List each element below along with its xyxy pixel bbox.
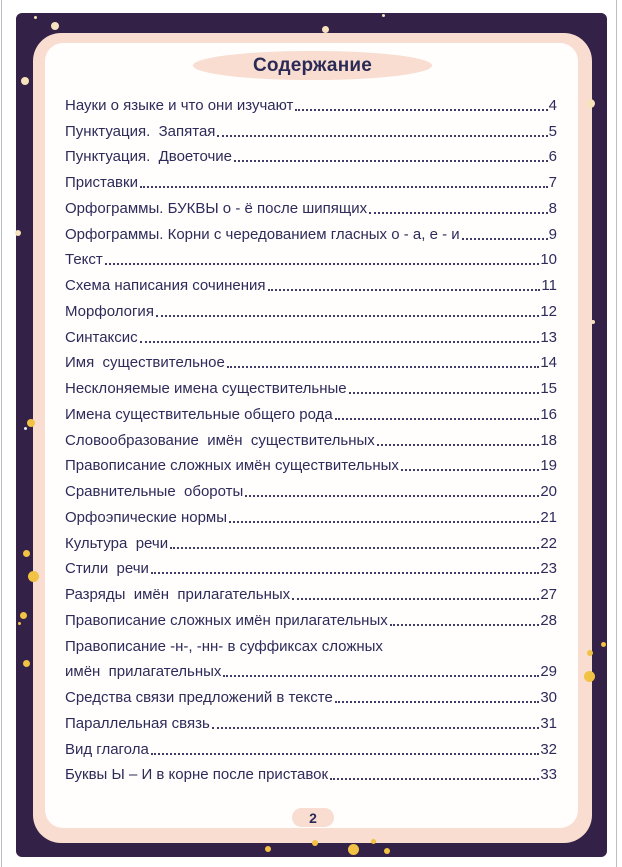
star-dot (34, 16, 37, 19)
toc-entry-label: Стили речи (65, 560, 149, 578)
page-title: Содержание (252, 54, 373, 76)
toc-leader-dots (227, 366, 539, 368)
toc-entry (65, 218, 557, 244)
toc-leader-dots (217, 135, 547, 137)
toc-entry-label: Сравнительные обороты (65, 483, 244, 500)
star-dot (27, 419, 35, 427)
toc-entry (65, 398, 557, 424)
toc-leader-dots (229, 521, 539, 523)
star-dot (21, 77, 29, 85)
toc-entry-label: Имена существительные общего рода (65, 405, 333, 423)
toc-entry-label: Синтаксис (65, 328, 138, 346)
toc-entry-page: 32 (540, 740, 557, 758)
toc-leader-dots (330, 778, 539, 780)
toc-entry (65, 321, 557, 347)
toc-leader-dots (170, 547, 539, 549)
toc-entry-page: 30 (540, 689, 557, 706)
star-dot (601, 642, 606, 647)
star-dot (384, 848, 390, 854)
toc-entry-page: 28 (540, 611, 557, 629)
toc-leader-dots (292, 598, 539, 600)
toc-entry-label: Пунктуация. Двоеточие (65, 148, 232, 166)
toc-entry-page: 14 (540, 354, 557, 372)
toc-entry-page: 27 (540, 586, 557, 603)
toc-entry-page: 11 (541, 277, 557, 294)
page-sheet (45, 43, 578, 828)
toc-entry (65, 347, 557, 373)
table-of-contents (65, 89, 557, 784)
star-dot (586, 99, 595, 108)
toc-entry (65, 450, 557, 476)
toc-entry-page: 20 (540, 483, 557, 500)
toc-entry-page: 22 (540, 534, 557, 552)
star-dot (371, 839, 376, 844)
toc-leader-dots (369, 212, 548, 214)
toc-entry-label: Средства связи предложений в тексте (65, 689, 333, 706)
toc-entry (65, 141, 557, 167)
toc-entry-page: 21 (540, 508, 557, 526)
toc-entry-label: Культура речи (65, 534, 169, 552)
star-dot (322, 26, 329, 33)
toc-entry-page: 9 (548, 225, 557, 243)
toc-leader-dots (335, 701, 539, 703)
toc-entry (65, 501, 557, 527)
toc-entry-page: 18 (540, 431, 557, 449)
toc-leader-dots (140, 186, 548, 188)
toc-leader-dots (151, 572, 539, 574)
star-dot (18, 622, 21, 625)
star-dot (23, 660, 30, 667)
toc-leader-dots (151, 753, 540, 755)
page-number-pill (292, 808, 334, 827)
toc-entry (65, 192, 557, 218)
star-dot (587, 650, 593, 656)
toc-entry-page: 29 (540, 663, 557, 681)
toc-entry (65, 295, 557, 321)
toc-entry-page: 33 (540, 766, 557, 784)
toc-entry-page: 15 (540, 380, 557, 397)
toc-entry (65, 707, 557, 733)
toc-entry-label: Орфограммы. БУКВЫ о - ё после шипящих (65, 199, 368, 217)
star-dot (28, 571, 39, 582)
toc-entry-label: Имя существительное (65, 354, 225, 372)
toc-entry-label: Несклоняемые имена существительные (65, 380, 347, 397)
toc-entry-label: Правописание сложных имён существительных (65, 457, 399, 475)
toc-entry-label: Правописание сложных имён прилагательных (65, 611, 388, 629)
toc-entry (65, 115, 557, 141)
toc-leader-dots (156, 315, 539, 317)
toc-leader-dots (140, 341, 540, 343)
star-dot (312, 840, 318, 846)
toc-entry-page: 5 (548, 122, 557, 140)
star-dot (591, 320, 595, 324)
toc-entry (65, 759, 557, 785)
toc-leader-dots (212, 727, 540, 729)
toc-entry-page: 31 (540, 714, 557, 732)
toc-entry (65, 244, 557, 270)
toc-entry (65, 630, 557, 656)
page-number: 2 (309, 809, 317, 826)
toc-entry (65, 475, 557, 501)
toc-leader-dots (335, 418, 540, 420)
toc-entry-label: Науки о языке и что они изучают (65, 96, 294, 114)
toc-entry (65, 424, 557, 450)
toc-leader-dots (295, 109, 547, 111)
toc-entry-page: 16 (540, 405, 557, 423)
right-edge-line (616, 0, 617, 867)
star-dot (584, 671, 595, 682)
left-edge-line (1, 0, 2, 867)
toc-leader-dots (390, 624, 540, 626)
star-dot (348, 844, 359, 855)
toc-entry-page: 13 (540, 328, 557, 346)
toc-entry (65, 527, 557, 553)
toc-leader-dots (268, 289, 541, 291)
toc-entry-page: 12 (540, 302, 557, 320)
toc-entry-label: Разряды имён прилагательных (65, 586, 291, 603)
toc-entry-label: Правописание -н-, -нн- в суффиксах сложных (65, 637, 383, 655)
star-dot (15, 230, 21, 236)
toc-entry (65, 166, 557, 192)
toc-leader-dots (377, 444, 540, 446)
toc-entry (65, 733, 557, 759)
toc-entry-label: Приставки (65, 174, 138, 191)
toc-entry (65, 553, 557, 579)
toc-entry-page: 6 (548, 148, 557, 166)
star-dot (265, 846, 271, 852)
toc-entry-page: 4 (548, 96, 557, 114)
title-pill (193, 51, 432, 80)
toc-leader-dots (234, 160, 548, 162)
toc-entry (65, 681, 557, 707)
toc-entry-page: 19 (540, 457, 557, 475)
toc-entry (65, 89, 557, 115)
star-dot (24, 427, 27, 430)
toc-entry-label: Параллельная связь (65, 714, 210, 732)
toc-entry-label: Орфоэпические нормы (65, 508, 228, 526)
toc-leader-dots (245, 495, 539, 497)
toc-entry-page: 8 (548, 199, 557, 217)
toc-entry-page: 23 (540, 560, 557, 578)
toc-entry (65, 269, 557, 295)
toc-entry-label: Орфограммы. Корни с чередованием гласных о - а, е - и (65, 225, 460, 243)
toc-entry (65, 372, 557, 398)
toc-entry-label: Вид глагола (65, 740, 149, 758)
toc-entry (65, 656, 557, 682)
star-dot (23, 550, 30, 557)
toc-entry-label: имён прилагательных (65, 663, 222, 681)
toc-entry (65, 578, 557, 604)
toc-entry-label: Пунктуация. Запятая (65, 122, 216, 140)
toc-entry (65, 604, 557, 630)
toc-leader-dots (223, 675, 539, 677)
toc-entry-label: Текст (65, 251, 103, 269)
toc-entry-page: 7 (548, 174, 557, 191)
toc-entry-label: Словообразование имён существительных (65, 431, 375, 449)
star-dot (51, 22, 59, 30)
toc-entry-label: Морфология (65, 302, 154, 320)
toc-leader-dots (105, 263, 540, 265)
star-dot (382, 14, 385, 17)
toc-entry-label: Схема написания сочинения (65, 277, 266, 294)
toc-entry-label: Буквы Ы – И в корне после приставок (65, 766, 329, 784)
toc-leader-dots (349, 392, 540, 394)
toc-entry-page: 10 (540, 251, 557, 269)
toc-leader-dots (462, 238, 548, 240)
toc-leader-dots (401, 469, 539, 471)
star-dot (20, 612, 27, 619)
